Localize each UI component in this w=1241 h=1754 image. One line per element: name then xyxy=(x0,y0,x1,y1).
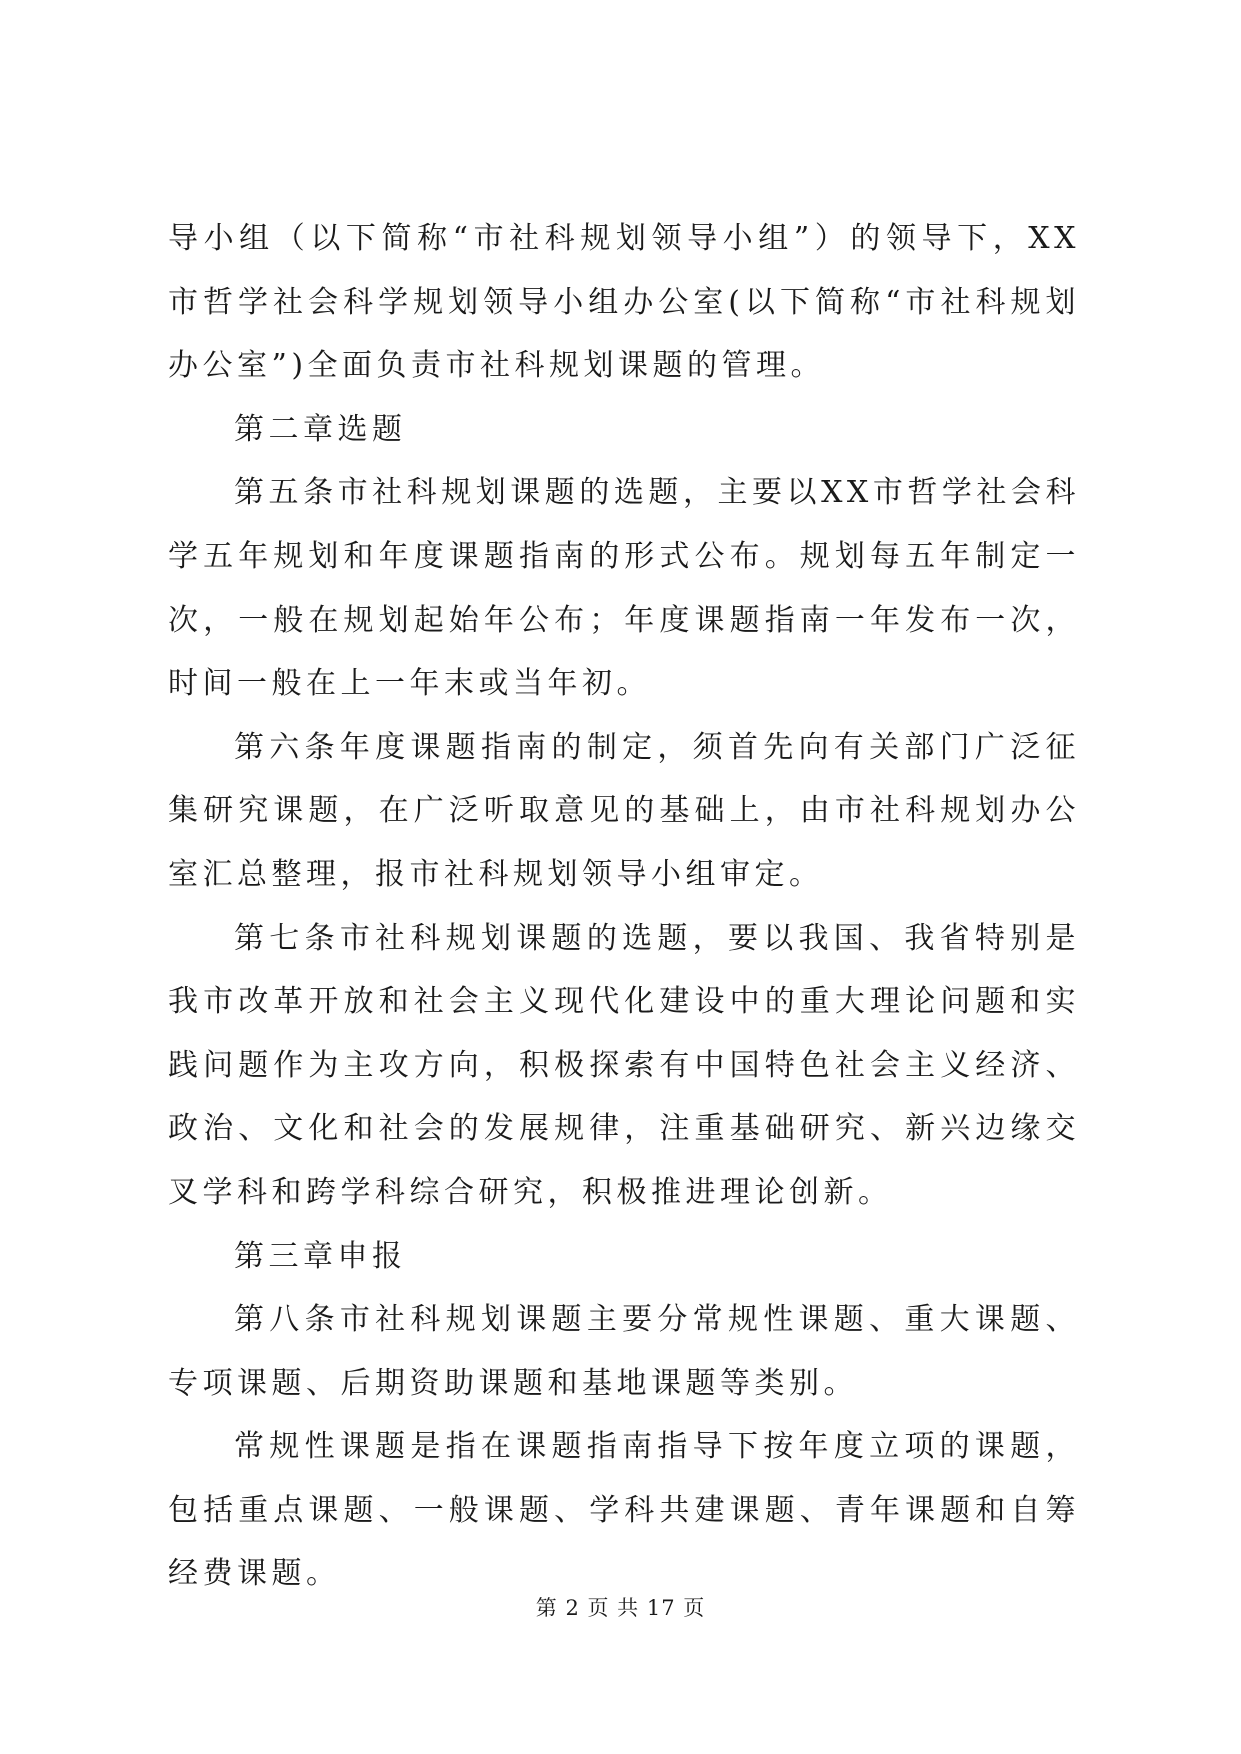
paragraph-continued: 导小组（以下简称“市社科规划领导小组”）的领导下，XX市哲学社会科学规划领导小组办公室(以下简称“市社科规划办公室”)全面负责市社科规划课题的管理。 xyxy=(168,221,1080,384)
page-number-footer: 第 2 页 共 17 页 xyxy=(535,1596,706,1620)
chapter-heading-2: 第二章选题 xyxy=(234,411,407,447)
document-body xyxy=(168,207,1080,1606)
article-6: 第六条年度课题指南的制定，须首先向有关部门广泛征集研究课题，在广泛听取意见的基础上，由市社科规划办公室汇总整理，报市社科规划领导小组审定。 xyxy=(168,729,1080,892)
chapter-heading-3: 第三章申报 xyxy=(234,1238,407,1274)
article-7: 第七条市社科规划课题的选题，要以我国、我省特别是我市改革开放和社会主义现代化建设中的重大理论问题和实践问题作为主攻方向，积极探索有中国特色社会主义经济、政治、文化和社会的发展规律，注重基础研究、新兴边缘交叉学科和跨学科综合研究，积极推进理论创新。 xyxy=(168,920,1080,1210)
article-5: 第五条市社科规划课题的选题，主要以XX市哲学社会科学五年规划和年度课题指南的形式公布。规划每五年制定一次，一般在规划起始年公布；年度课题指南一年发布一次，时间一般在上一年末或当年初。 xyxy=(168,475,1080,702)
paragraph-regular-topics: 常规性课题是指在课题指南指导下按年度立项的课题，包括重点课题、一般课题、学科共建课题、青年课题和自筹经费课题。 xyxy=(168,1429,1080,1592)
article-8: 第八条市社科规划课题主要分常规性课题、重大课题、专项课题、后期资助课题和基地课题等类别。 xyxy=(168,1302,1080,1401)
